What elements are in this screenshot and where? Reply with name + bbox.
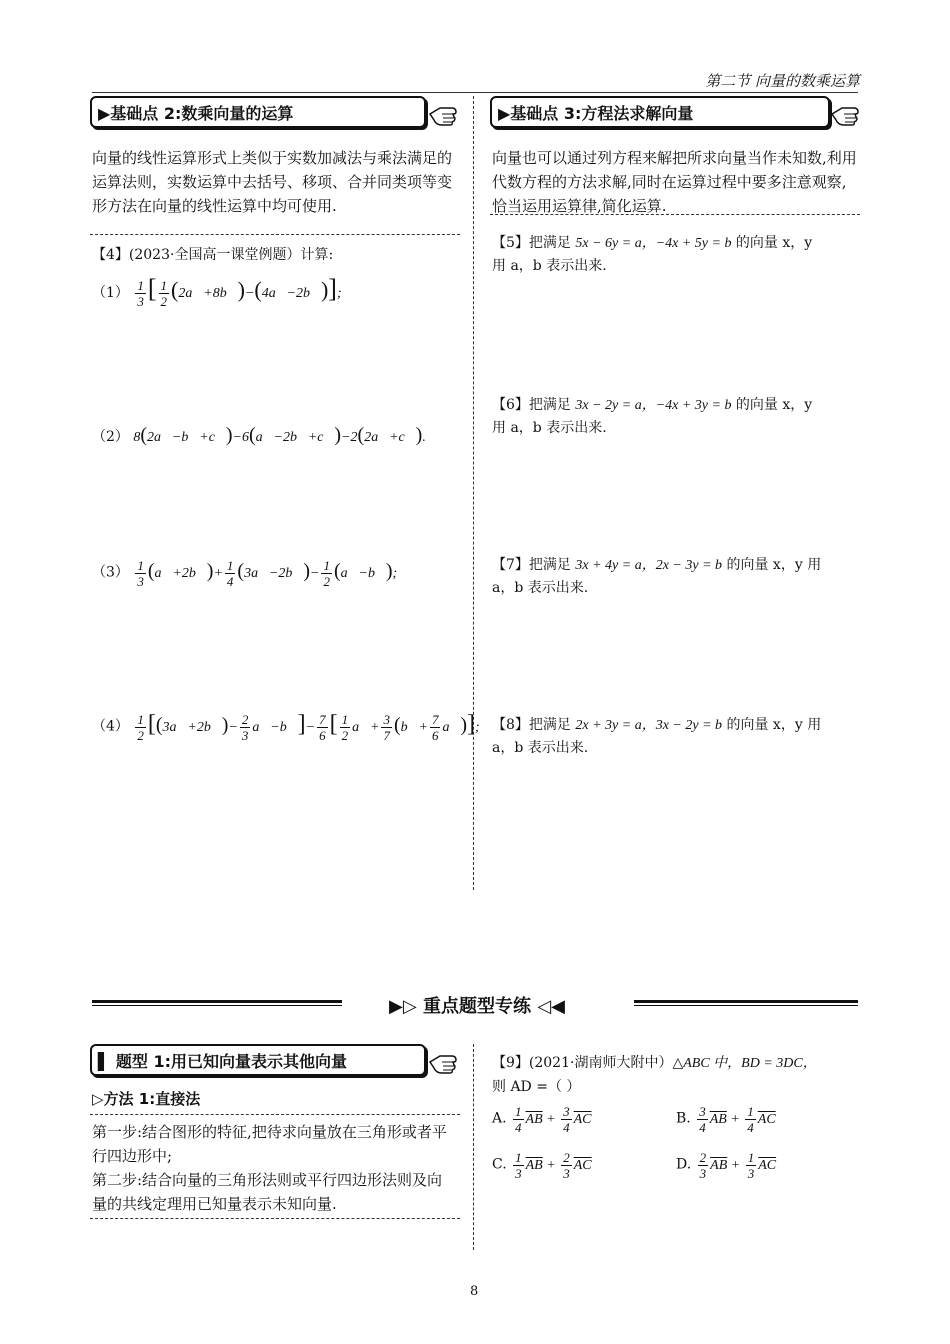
q4-label: 【4】(2023·全国高一课堂例题）计算: — [92, 247, 334, 263]
knowledge-point-3-title: ▶基础点 3:方程法求解向量 — [490, 96, 830, 128]
kp3-intro: 向量也可以通过列方程来解把所求向量当作未知数,利用代数方程的方法求解,同时在运算过程中要多注意观察,恰当运用运算律,简化运算. — [492, 149, 857, 215]
q8: 【8】把满足 2x + 3y = a，3x − 2y = b 的向量 x，y 用 a，b 表示出来. — [492, 717, 822, 756]
q9-header: 【9】(2021·湖南师大附中）△ABC 中，BD = 3DC， — [492, 1055, 817, 1071]
header-rule — [92, 92, 858, 93]
q6: 【6】把满足 3x − 2y = a，−4x + 3y = b 的向量 x，y 用 a，b 表示出来. — [492, 397, 813, 436]
divider — [490, 214, 860, 215]
section-rule-left — [92, 1000, 342, 1006]
section-rule-right — [634, 1000, 858, 1006]
q4-item-1: （1） $\frac{1}{3}$ [ $\frac{1}{2}$ (2a⃗+8b⃗)−(4a⃗−2b⃗)]; — [92, 274, 342, 310]
divider — [90, 1218, 460, 1219]
divider — [90, 1114, 460, 1115]
q4-item-3: （3） $\frac{1}{3}$ (a⃗+2b⃗)+ $\frac{1}{4}$ (3a⃗−2b⃗)− $\frac{1}{2}$ (a⃗−b⃗); — [92, 558, 398, 589]
q9-ask: 则 AD =（ ） — [492, 1079, 581, 1095]
q9-option-a[interactable]: A. $\frac{1}{4}$ $\overline{AB}$ + $\frac{3}{4}$ $\overline{AC}$ — [492, 1104, 592, 1135]
type-1-title: ▌ 题型 1:用已知向量表示其他向量 — [90, 1044, 426, 1076]
pointing-hand-icon — [428, 1048, 458, 1076]
q4-expr-4: $\frac{1}{2}$ [(3a⃗+2b⃗)− $\frac{2}{3}$ a⃗−b⃗]− $\frac{7}{6}$ [ $\frac{1}{2}$ a⃗+ $\frac{3}{7}$ (b⃗+ $\frac{7}{6}$ a⃗)]; — [137, 710, 480, 743]
column-divider — [473, 96, 474, 890]
q4-item-2: （2） 8(2a⃗−b⃗+c⃗)−6(a⃗−2b⃗+c⃗)−2(2a⃗+c⃗). — [92, 424, 426, 446]
method-step-1: 第一步:结合图形的特征,把待求向量放在三角形或者平行四边形中; — [92, 1123, 447, 1165]
page-number: 8 — [470, 1284, 479, 1299]
q4-expr-3: $\frac{1}{3}$ (a⃗+2b⃗)+ $\frac{1}{4}$ (3a⃗−2b⃗)− $\frac{1}{2}$ (a⃗−b⃗); — [137, 558, 398, 589]
divider — [90, 234, 460, 235]
method-1-title: ▷方法 1:直接法 — [92, 1090, 201, 1108]
kp2-intro: 向量的线性运算形式上类似于实数加减法与乘法满足的运算法则，实数运算中去括号、移项、合并同类项等变形方法在向量的线性运算中均可使用. — [92, 149, 453, 215]
pointing-hand-icon — [830, 100, 860, 128]
q4-expr-2: 8(2a⃗−b⃗+c⃗)−6(a⃗−2b⃗+c⃗)−2(2a⃗+c⃗). — [133, 424, 426, 446]
q9-option-d[interactable]: D. $\frac{2}{3}$ $\overline{AB}$ + $\frac{1}{3}$ $\overline{AC}$ — [676, 1150, 777, 1181]
q4-expr-1: $\frac{1}{3}$ [ $\frac{1}{2}$ (2a⃗+8b⃗)−(4a⃗−2b⃗)]; — [137, 274, 342, 310]
q7: 【7】把满足 3x + 4y = a，2x − 3y = b 的向量 x，y 用 a，b 表示出来. — [492, 557, 822, 596]
column-divider — [473, 1044, 474, 1250]
knowledge-point-2-title: ▶基础点 2:数乘向量的运算 — [90, 96, 426, 128]
q5: 【5】把满足 5x − 6y = a，−4x + 5y = b 的向量 x，y 用 a，b 表示出来. — [492, 235, 813, 274]
q4-item-4: （4） $\frac{1}{2}$ [(3a⃗+2b⃗)− $\frac{2}{3}$ a⃗−b⃗]− $\frac{7}{6}$ [ $\frac{1}{2}$ a⃗+ $\frac{3}{7}$ (b⃗+ $\frac{7}{6}$ a⃗)]; — [92, 710, 480, 743]
method-step-2: 第二步:结合向量的三角形法则或平行四边形法则及向量的共线定理用已知量表示未知向量. — [92, 1171, 443, 1213]
page-header-title: 第二节 向量的数乘运算 — [705, 72, 860, 90]
section-title: ▶▷ 重点题型专练 ◁◀ — [389, 996, 565, 1017]
pointing-hand-icon — [428, 100, 458, 128]
q9-option-b[interactable]: B. $\frac{3}{4}$ $\overline{AB}$ + $\frac{1}{4}$ $\overline{AC}$ — [676, 1104, 776, 1135]
q9-option-c[interactable]: C. $\frac{1}{3}$ $\overline{AB}$ + $\frac{2}{3}$ $\overline{AC}$ — [492, 1150, 592, 1181]
